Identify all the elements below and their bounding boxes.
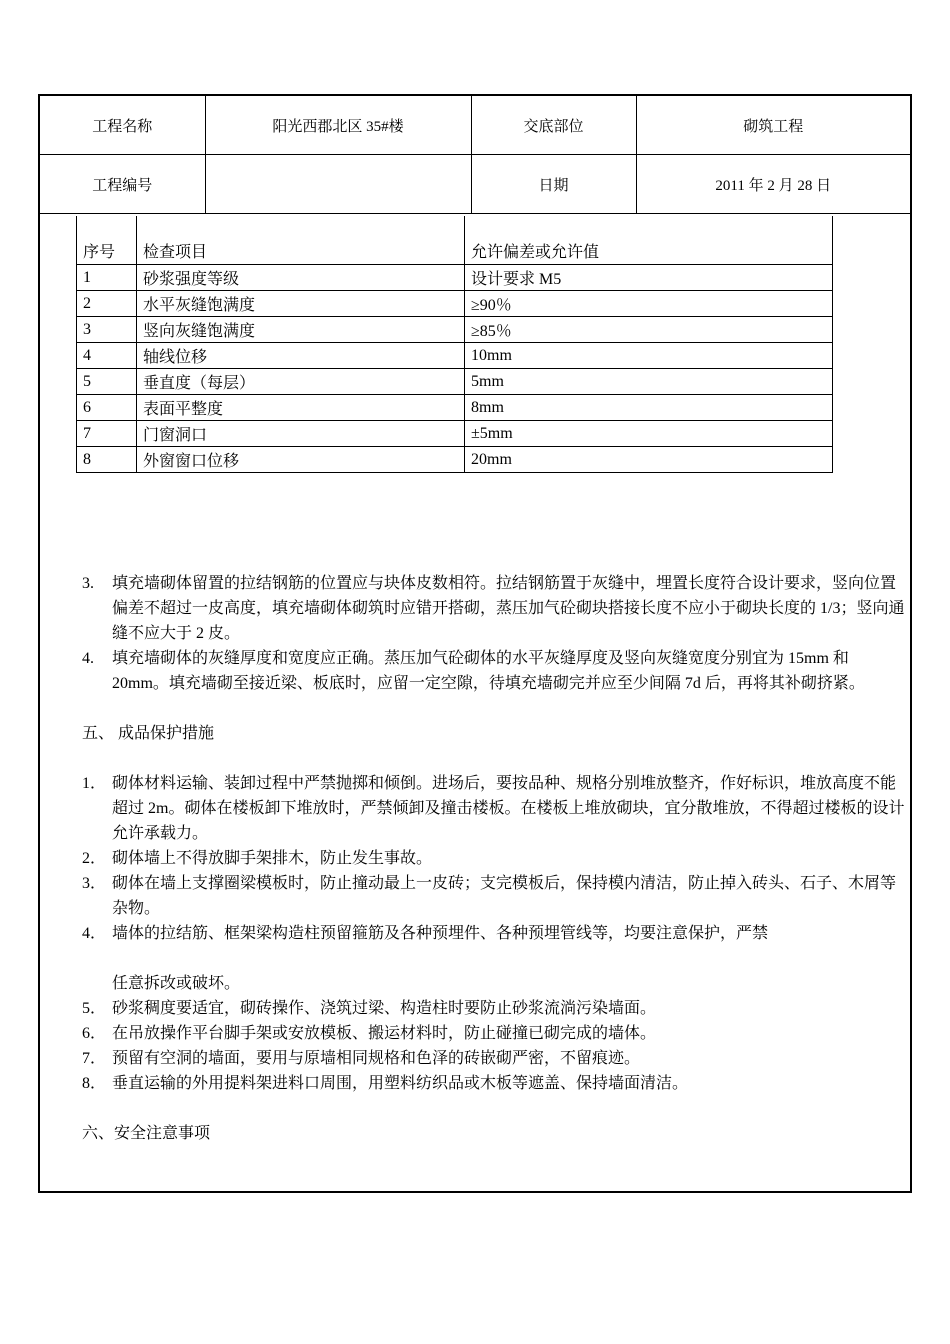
table-row bbox=[77, 317, 833, 343]
row-tolerance: ±5mm bbox=[465, 421, 833, 447]
table-row bbox=[77, 291, 833, 317]
row-tolerance: 8mm bbox=[465, 395, 833, 421]
requirement-item bbox=[82, 571, 906, 646]
inspection-table-header bbox=[77, 216, 833, 265]
item-text: 在吊放操作平台脚手架或安放模板、搬运材料时，防止碰撞已砌完成的墙体。 bbox=[112, 1025, 657, 1042]
item-text: 砌体材料运输、装卸过程中严禁抛掷和倾倒。进场后，要按品种、规格分别堆放整齐，作好标识，堆放高度不能超过 2m。砌体在楼板卸下堆放时，严禁倾卸及撞击楼板。在楼板上堆放砌块，宜分散堆放，不得超过楼板的设计允许承载力。 bbox=[112, 775, 905, 842]
item-text: 填充墙砌体留置的拉结钢筋的位置应与块体皮数相符。拉结钢筋置于灰缝中，埋置长度符合设计要求，竖向位置偏差不超过一皮高度，填充墙砌体砌筑时应错开搭砌，蒸压加气砼砌块搭接长度不应小于砌块长度的 1/3；竖向通缝不应大于 2 皮。 bbox=[112, 575, 905, 642]
item-text: 砌体墙上不得放脚手架排木，防止发生事故。 bbox=[112, 850, 433, 867]
col-header-item: 检查项目 bbox=[137, 216, 465, 265]
list-item bbox=[82, 846, 906, 871]
row-item: 竖向灰缝饱满度 bbox=[137, 317, 465, 343]
project-no-value bbox=[205, 155, 471, 214]
body-text bbox=[82, 571, 906, 1146]
item-text: 垂直运输的外用提料架进料口周围，用塑料纺织品或木板等遮盖、保持墙面清洁。 bbox=[112, 1075, 689, 1092]
table-row bbox=[77, 343, 833, 369]
item-number: 4． bbox=[82, 925, 107, 942]
row-item: 门窗洞口 bbox=[137, 421, 465, 447]
section-title-safety: 六、安全注意事项 bbox=[82, 1125, 211, 1142]
row-item: 水平灰缝饱满度 bbox=[137, 291, 465, 317]
list-item bbox=[82, 921, 906, 946]
project-no-label: 工程编号 bbox=[40, 155, 205, 214]
row-no: 4 bbox=[77, 343, 137, 369]
item-number: 7． bbox=[82, 1050, 107, 1067]
item-number: 6． bbox=[82, 1025, 107, 1042]
row-tolerance: 设计要求 M5 bbox=[465, 265, 833, 291]
row-tolerance: 20mm bbox=[465, 447, 833, 473]
row-no: 6 bbox=[77, 395, 137, 421]
item-text: 墙体的拉结筋、框架梁构造柱预留箍筋及各种预埋件、各种预埋管线等，均要注意保护，严禁 bbox=[112, 925, 769, 942]
list-item bbox=[82, 996, 906, 1021]
item-text: 预留有空洞的墙面，要用与原墙相同规格和色泽的砖嵌砌严密，不留痕迹。 bbox=[112, 1050, 641, 1067]
row-tolerance: ≥85％ bbox=[465, 317, 833, 343]
row-no: 3 bbox=[77, 317, 137, 343]
requirement-item bbox=[82, 646, 906, 696]
row-item: 表面平整度 bbox=[137, 395, 465, 421]
row-no: 1 bbox=[77, 265, 137, 291]
table-row bbox=[77, 421, 833, 447]
item-text: 任意拆改或破坏。 bbox=[112, 975, 241, 992]
row-no: 2 bbox=[77, 291, 137, 317]
table-row bbox=[77, 369, 833, 395]
list-item bbox=[82, 771, 906, 846]
row-no: 5 bbox=[77, 369, 137, 395]
section-title-protection: 五、 成品保护措施 bbox=[82, 725, 215, 742]
item-number: 5． bbox=[82, 1000, 107, 1017]
list-item bbox=[82, 871, 906, 921]
item-text: 砌体在墙上支撑圈梁模板时，防止撞动最上一皮砖；支完模板后，保持模内清洁，防止掉入砖头、石子、木屑等杂物。 bbox=[112, 875, 897, 917]
item-number: 8． bbox=[82, 1075, 107, 1092]
header-row-2 bbox=[40, 155, 910, 214]
item-text: 砂浆稠度要适宜，砌砖操作、浇筑过梁、构造柱时要防止砂浆流淌污染墙面。 bbox=[112, 1000, 657, 1017]
item-number: 3． bbox=[82, 875, 107, 892]
row-no: 7 bbox=[77, 421, 137, 447]
row-item: 砂浆强度等级 bbox=[137, 265, 465, 291]
list-item bbox=[82, 1071, 906, 1096]
row-tolerance: 5mm bbox=[465, 369, 833, 395]
date-label: 日期 bbox=[471, 155, 636, 214]
position-label: 交底部位 bbox=[471, 96, 636, 155]
project-name-label: 工程名称 bbox=[40, 96, 205, 155]
list-item bbox=[82, 1046, 906, 1071]
col-header-tolerance: 允许偏差或允许值 bbox=[465, 216, 833, 265]
row-tolerance: 10mm bbox=[465, 343, 833, 369]
col-header-no: 序号 bbox=[77, 216, 137, 265]
document-frame bbox=[38, 94, 912, 1193]
list-item bbox=[82, 1021, 906, 1046]
item-number: 4. bbox=[82, 650, 94, 667]
row-no: 8 bbox=[77, 447, 137, 473]
item-number: 3. bbox=[82, 575, 94, 592]
item-number: 1． bbox=[82, 775, 107, 792]
project-header-table bbox=[40, 96, 910, 214]
item-number: 2． bbox=[82, 850, 107, 867]
row-item: 外窗窗口位移 bbox=[137, 447, 465, 473]
row-item: 轴线位移 bbox=[137, 343, 465, 369]
date-value: 2011 年 2 月 28 日 bbox=[636, 155, 910, 214]
table-row bbox=[77, 447, 833, 473]
header-row-1 bbox=[40, 96, 910, 155]
project-name-value: 阳光西郡北区 35#楼 bbox=[205, 96, 471, 155]
row-item: 垂直度（每层） bbox=[137, 369, 465, 395]
inspection-table bbox=[76, 216, 833, 473]
list-item bbox=[82, 971, 906, 996]
item-text: 填充墙砌体的灰缝厚度和宽度应正确。蒸压加气砼砌体的水平灰缝厚度及竖向灰缝宽度分别宜为 15mm 和 20mm。填充墙砌至接近梁、板底时，应留一定空隙，待填充墙砌完并应至少间隔 7d 后，再将其补砌挤紧。 bbox=[112, 650, 865, 692]
position-value: 砌筑工程 bbox=[636, 96, 910, 155]
table-row bbox=[77, 265, 833, 291]
row-tolerance: ≥90％ bbox=[465, 291, 833, 317]
table-row bbox=[77, 395, 833, 421]
